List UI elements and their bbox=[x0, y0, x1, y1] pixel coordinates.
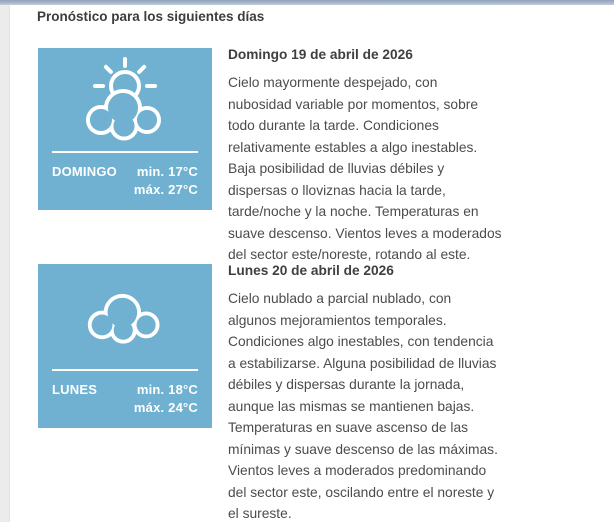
forecast-body: Cielo mayormente despejado, con nubosidad variable por momentos, sobre todo durante la tarde. Condiciones relativamente estables a algo inestables. Baja posibilidad de lluvias débiles y dispersas o lloviznas hacia la tarde, tarde/noche y la noche. Temperaturas en suave descenso. Vientos leves a moderados del sector este/noreste, rotando al este. bbox=[228, 75, 502, 262]
forecast-text-lunes bbox=[228, 261, 600, 522]
card-meta bbox=[38, 153, 212, 210]
min-temp: min. 18°C bbox=[136, 382, 198, 397]
forecast-heading: Domingo 19 de abril de 2026 bbox=[228, 47, 413, 62]
forecast-text-domingo bbox=[228, 45, 600, 266]
forecast-card-domingo bbox=[38, 48, 212, 210]
forecast-card-lunes bbox=[38, 264, 212, 428]
left-gutter bbox=[0, 5, 10, 522]
sun-behind-cloud-icon bbox=[38, 48, 212, 151]
max-temp: máx. 24°C bbox=[133, 400, 198, 415]
card-meta bbox=[38, 371, 212, 428]
window-top-bar bbox=[0, 0, 614, 5]
day-label: DOMINGO bbox=[52, 164, 117, 179]
cloud-icon bbox=[38, 264, 212, 369]
forecast-heading: Lunes 20 de abril de 2026 bbox=[228, 263, 394, 278]
min-temp: min. 17°C bbox=[136, 164, 198, 179]
max-temp: máx. 27°C bbox=[133, 182, 198, 197]
page-title: Pronóstico para los siguientes días bbox=[37, 9, 265, 24]
day-label: LUNES bbox=[52, 382, 98, 397]
forecast-body: Cielo nublado a parcial nublado, con algunos mejoramientos temporales. Condiciones algo inestables, con tendencia a estabilizarse. Alguna posibilidad de lluvias débiles y dispersas durante la jornada, aunque las mismas se mantienen bajas. Temperaturas en suave ascenso de las mínimas y suave descenso de las máximas. Vientos leves a moderados predominando del sector este, oscilando entre el noreste y el sureste. bbox=[228, 291, 498, 521]
